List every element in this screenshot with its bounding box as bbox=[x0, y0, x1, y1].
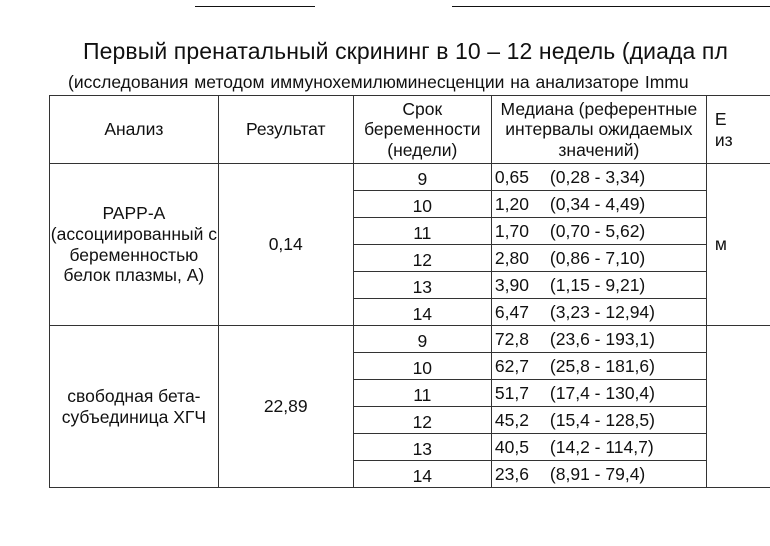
column-header-cut-line1: Е bbox=[714, 108, 727, 129]
reference-range: (0,86 - 7,10) bbox=[549, 247, 646, 268]
page-title: Первый пренатальный скрининг в 10 – 12 недель (диада пл bbox=[83, 38, 728, 64]
screening-table bbox=[49, 95, 770, 488]
column-header-result: Результат bbox=[218, 96, 353, 164]
median-value: 3,90 bbox=[494, 274, 529, 295]
reference-range: (1,15 - 9,21) bbox=[549, 274, 646, 295]
gestation-week-cell: 13 bbox=[353, 434, 491, 461]
column-header-cut bbox=[706, 96, 770, 164]
median-value: 2,80 bbox=[494, 247, 529, 268]
column-header-week: Срок беременности (недели) bbox=[353, 96, 491, 164]
column-header-cut-line2: из bbox=[714, 129, 733, 150]
median-range-cell bbox=[491, 245, 706, 272]
reference-range: (3,23 - 12,94) bbox=[549, 301, 655, 322]
median-range-cell bbox=[491, 164, 706, 191]
table-row bbox=[50, 164, 770, 191]
median-value: 23,6 bbox=[494, 463, 529, 484]
median-range-cell bbox=[491, 380, 706, 407]
median-range-cell bbox=[491, 434, 706, 461]
result-value-cell: 22,89 bbox=[218, 326, 353, 488]
median-value: 72,8 bbox=[494, 328, 529, 349]
reference-range: (17,4 - 130,4) bbox=[549, 382, 655, 403]
median-range-cell bbox=[491, 407, 706, 434]
reference-range: (23,6 - 193,1) bbox=[549, 328, 655, 349]
cropped-column-cell bbox=[706, 326, 770, 488]
gestation-week-cell: 12 bbox=[353, 245, 491, 272]
page-subtitle: (исследования методом иммунохемилюминесценции на анализаторе Immu bbox=[68, 72, 689, 92]
column-header-median: Медиана (референтные интервалы ожидаемых значений) bbox=[491, 96, 706, 164]
median-range-cell bbox=[491, 191, 706, 218]
median-value: 62,7 bbox=[494, 355, 529, 376]
median-value: 40,5 bbox=[494, 436, 529, 457]
reference-range: (0,28 - 3,34) bbox=[549, 166, 646, 187]
median-range-cell bbox=[491, 353, 706, 380]
median-range-cell bbox=[491, 461, 706, 488]
reference-range: (0,70 - 5,62) bbox=[549, 220, 646, 241]
median-value: 0,65 bbox=[494, 166, 529, 187]
reference-range: (25,8 - 181,6) bbox=[549, 355, 655, 376]
gestation-week-cell: 9 bbox=[353, 326, 491, 353]
gestation-week-cell: 9 bbox=[353, 164, 491, 191]
median-range-cell bbox=[491, 272, 706, 299]
median-value: 6,47 bbox=[494, 301, 529, 322]
analysis-name-cell: свободная бета-субъединица ХГЧ bbox=[50, 326, 219, 488]
table-row bbox=[50, 326, 770, 353]
gestation-week-cell: 10 bbox=[353, 353, 491, 380]
column-header-analysis: Анализ bbox=[50, 96, 219, 164]
reference-range: (14,2 - 114,7) bbox=[549, 436, 654, 457]
gestation-week-cell: 13 bbox=[353, 272, 491, 299]
median-value: 51,7 bbox=[494, 382, 529, 403]
result-value-cell: 0,14 bbox=[218, 164, 353, 326]
median-value: 45,2 bbox=[494, 409, 529, 430]
analysis-name-cell: PAPP-A (ассоциированный с беременностью белок плазмы, А) bbox=[50, 164, 219, 326]
gestation-week-cell: 14 bbox=[353, 299, 491, 326]
reference-range: (15,4 - 128,5) bbox=[549, 409, 655, 430]
median-value: 1,20 bbox=[494, 193, 529, 214]
median-range-cell bbox=[491, 299, 706, 326]
reference-range: (8,91 - 79,4) bbox=[549, 463, 646, 484]
gestation-week-cell: 11 bbox=[353, 380, 491, 407]
gestation-week-cell: 11 bbox=[353, 218, 491, 245]
median-range-cell bbox=[491, 326, 706, 353]
median-range-cell bbox=[491, 218, 706, 245]
gestation-week-cell: 12 bbox=[353, 407, 491, 434]
median-value: 1,70 bbox=[494, 220, 529, 241]
cropped-column-cell: м bbox=[706, 164, 770, 326]
gestation-week-cell: 10 bbox=[353, 191, 491, 218]
cropped-top-line bbox=[0, 0, 770, 8]
reference-range: (0,34 - 4,49) bbox=[549, 193, 646, 214]
gestation-week-cell: 14 bbox=[353, 461, 491, 488]
table-header-row bbox=[50, 96, 770, 164]
